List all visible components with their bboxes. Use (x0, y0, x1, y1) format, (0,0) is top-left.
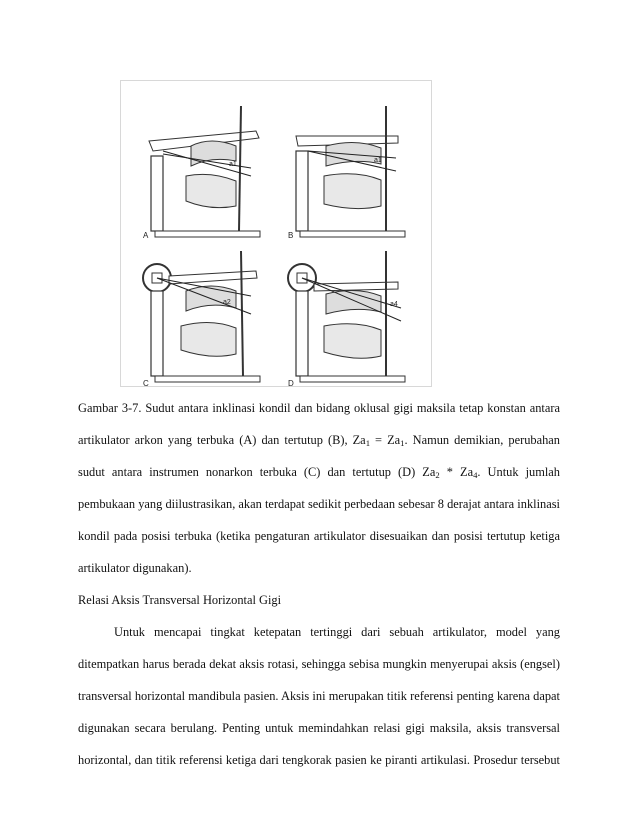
caption-line-4: pembukaan yang diilustrasikan, akan terdapat sedikit perbedaan sebesar 8 derajat antara inklinasi (78, 497, 560, 511)
angle-label-b: a1 (374, 157, 382, 164)
paragraph-line-2: ditempatkan harus berada dekat aksis rotasi, sehingga sebisa mungkin menyerupai aksis (engsel) (78, 657, 560, 671)
caption-line-6: artikulator digunakan). (78, 561, 192, 575)
panel-c (143, 251, 260, 386)
panel-label-d: D (288, 379, 294, 386)
panel-label-c: C (143, 379, 149, 386)
caption-line-2: artikulator arkon yang terbuka (A) dan tertutup (B), $Za_1 = Za_1$. Namun demikian, perubahan (78, 433, 560, 448)
panel-label-a: A (143, 231, 149, 240)
paragraph-line-4: digunakan secara berulang. Penting untuk memindahkan relasi gigi maksila, aksis transversal (78, 721, 560, 735)
panel-a (143, 106, 260, 240)
caption-line-1: Gambar 3-7. Sudut antara inklinasi kondil dan bidang oklusal gigi maksila tetap konstan antara (78, 401, 560, 415)
articulator-illustration (121, 81, 431, 386)
paragraph-line-3: transversal horizontal mandibula pasien. Aksis ini merupakan titik referensi penting karena dapat (78, 689, 560, 703)
caption-line-5: kondil pada posisi terbuka (ketika pengaturan artikulator disesuaikan dan posisi tertutup ketiga (78, 529, 560, 543)
articulator-figure (120, 80, 432, 387)
paragraph-line-5: horizontal, dan titik referensi ketiga dari tengkorak pasien ke piranti artikulasi. Prosedur tersebut (78, 753, 560, 767)
angle-label-d: a4 (390, 301, 398, 308)
panel-label-b: B (288, 231, 294, 240)
paragraph-line-1: Untuk mencapai tingkat ketepatan tertinggi dari sebuah artikulator, model yang (114, 625, 560, 639)
panel-d (288, 251, 405, 386)
angle-label-c: a2 (223, 299, 231, 306)
angle-label-a: a1 (229, 161, 237, 168)
caption-line-3: sudut antara instrumen nonarkon terbuka (C) dan tertutup (D) $Za_2 * Za_4$. Untuk jumlah (78, 465, 560, 480)
section-heading: Relasi Aksis Transversal Horizontal Gigi (78, 593, 282, 607)
panel-b (288, 106, 405, 240)
